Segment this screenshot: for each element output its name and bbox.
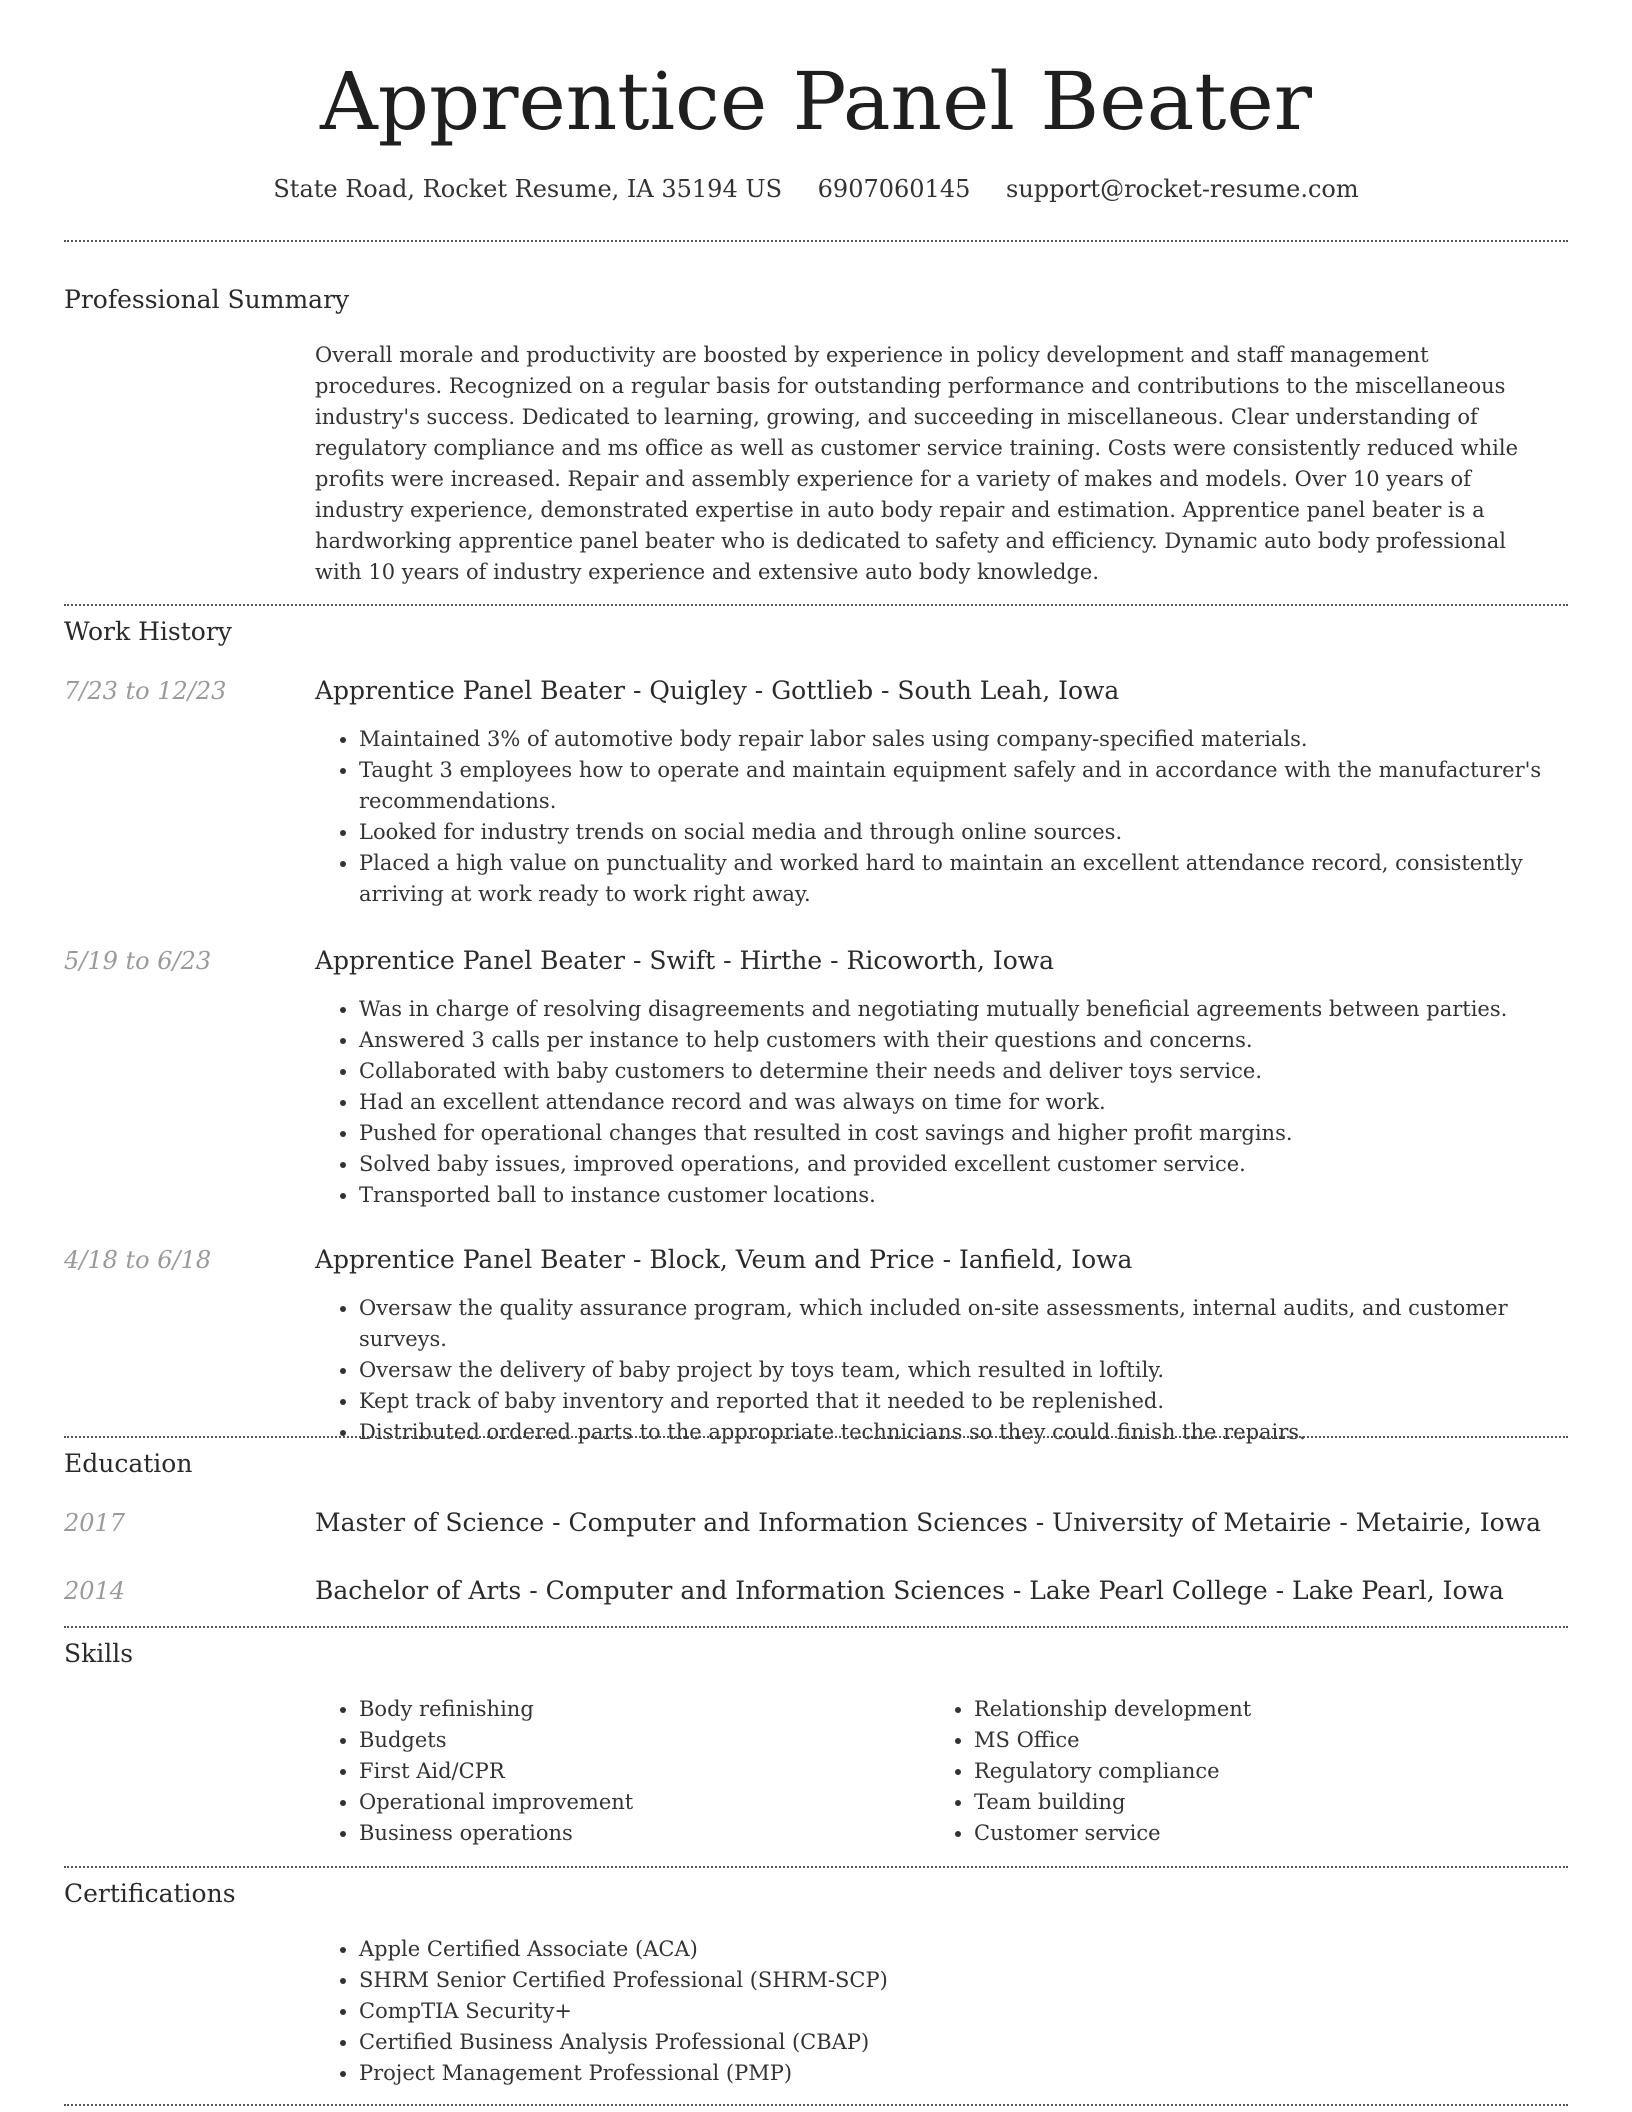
job-dates: 5/19 to 6/23 bbox=[64, 947, 212, 975]
list-item: • Maintained 3% of automotive body repair labor sales using company-specified materials. bbox=[359, 724, 1569, 755]
job-dates: 7/23 to 12/23 bbox=[64, 677, 227, 705]
contact-address: State Road, Rocket Resume, IA 35194 US bbox=[273, 175, 783, 203]
list-item: • Pushed for operational changes that resulted in cost savings and higher profit margins. bbox=[359, 1118, 1569, 1149]
summary-text: Overall morale and productivity are boosted by experience in policy development and staff management procedures. Recognized on a regular basis for outstanding performance and contributions to the miscellaneous industry's success. Dedicated to learning, growing, and succeeding in miscellaneous. Clear understanding of regulatory compliance and ms office as well as customer service training. Costs were consistently reduced while profits were increased. Repair and assembly experience for a variety of makes and models. Over 10 years of industry experience, demonstrated expertise in auto body repair and estimation. Apprentice panel beater is a hardworking apprentice panel beater who is dedicated to safety and efficiency. Dynamic auto body professional with 10 years of industry experience and extensive auto body knowledge. bbox=[315, 343, 1519, 584]
resume-header bbox=[64, 56, 1568, 204]
section-divider bbox=[64, 2104, 1568, 2106]
list-item: • Customer service bbox=[974, 1818, 1574, 1849]
list-item: • SHRM Senior Certified Professional (SHRM-SCP) bbox=[359, 1965, 1359, 1996]
list-item: • Looked for industry trends on social media and through online sources. bbox=[359, 817, 1569, 848]
skills-heading: Skills bbox=[64, 1639, 134, 1668]
education-year: 2017 bbox=[64, 1509, 126, 1537]
list-item: • Operational improvement bbox=[359, 1787, 919, 1818]
list-item: • Project Management Professional (PMP) bbox=[359, 2058, 1359, 2089]
list-item: • Oversaw the delivery of baby project by toys team, which resulted in loftily. bbox=[359, 1355, 1569, 1386]
section-divider bbox=[64, 1866, 1568, 1868]
list-item: • Business operations bbox=[359, 1818, 919, 1849]
contact-line bbox=[64, 174, 1568, 204]
education-degree: Bachelor of Arts - Computer and Information Sciences - Lake Pearl College - Lake Pearl, Iowa bbox=[315, 1576, 1504, 1605]
job-title: Apprentice Panel Beater - Swift - Hirthe - Ricoworth, Iowa bbox=[315, 946, 1055, 975]
list-item: • Transported ball to instance customer locations. bbox=[359, 1180, 1569, 1211]
summary-heading: Professional Summary bbox=[64, 285, 350, 314]
section-divider bbox=[64, 1626, 1568, 1628]
list-item: • Body refinishing bbox=[359, 1694, 919, 1725]
list-item: • MS Office bbox=[974, 1725, 1574, 1756]
job-title: Apprentice Panel Beater - Block, Veum and Price - Ianfield, Iowa bbox=[315, 1245, 1133, 1274]
list-item: • Certified Business Analysis Professional (CBAP) bbox=[359, 2027, 1359, 2058]
list-item: • Taught 3 employees how to operate and maintain equipment safely and in accordance with the manufacturer's recommendations. bbox=[359, 755, 1569, 817]
candidate-name: Apprentice Panel Beater bbox=[320, 55, 1312, 148]
list-item: • Placed a high value on punctuality and worked hard to maintain an excellent attendance record, consistently arriving at work ready to work right away. bbox=[359, 848, 1569, 910]
list-item: • Kept track of baby inventory and reported that it needed to be replenished. bbox=[359, 1386, 1569, 1417]
list-item: • First Aid/CPR bbox=[359, 1756, 919, 1787]
list-item: • Budgets bbox=[359, 1725, 919, 1756]
section-divider bbox=[64, 240, 1568, 242]
list-item: • Oversaw the quality assurance program, which included on-site assessments, internal audits, and customer surveys. bbox=[359, 1293, 1569, 1355]
list-item: • Had an excellent attendance record and was always on time for work. bbox=[359, 1087, 1569, 1118]
list-item: • Was in charge of resolving disagreements and negotiating mutually beneficial agreements between parties. bbox=[359, 994, 1569, 1025]
list-item: • Answered 3 calls per instance to help customers with their questions and concerns. bbox=[359, 1025, 1569, 1056]
job-bullets bbox=[315, 724, 1569, 910]
section-divider bbox=[64, 604, 1568, 606]
education-degree: Master of Science - Computer and Information Sciences - University of Metairie - Metairie, Iowa bbox=[315, 1508, 1541, 1537]
list-item: • Distributed ordered parts to the appropriate technicians so they could finish the repairs. bbox=[359, 1417, 1569, 1448]
work-history-heading: Work History bbox=[64, 617, 232, 646]
job-bullets bbox=[315, 1293, 1569, 1448]
list-item: • Solved baby issues, improved operations, and provided excellent customer service. bbox=[359, 1149, 1569, 1180]
job-dates: 4/18 to 6/18 bbox=[64, 1246, 212, 1274]
contact-email: support@rocket-resume.com bbox=[1006, 175, 1359, 203]
education-year: 2014 bbox=[64, 1577, 126, 1605]
section-divider bbox=[64, 1436, 1568, 1438]
job-title: Apprentice Panel Beater - Quigley - Gottlieb - South Leah, Iowa bbox=[315, 676, 1120, 705]
list-item: • Apple Certified Associate (ACA) bbox=[359, 1934, 1359, 1965]
contact-phone: 6907060145 bbox=[817, 175, 971, 203]
list-item: • Team building bbox=[974, 1787, 1574, 1818]
skills-list-right bbox=[930, 1694, 1574, 1849]
job-bullets bbox=[315, 994, 1569, 1211]
list-item: • Collaborated with baby customers to determine their needs and deliver toys service. bbox=[359, 1056, 1569, 1087]
list-item: • CompTIA Security+ bbox=[359, 1996, 1359, 2027]
education-heading: Education bbox=[64, 1449, 193, 1478]
skills-list-left bbox=[315, 1694, 919, 1849]
list-item: • Relationship development bbox=[974, 1694, 1574, 1725]
certifications-heading: Certifications bbox=[64, 1879, 236, 1908]
certifications-list bbox=[315, 1934, 1359, 2089]
list-item: • Regulatory compliance bbox=[974, 1756, 1574, 1787]
